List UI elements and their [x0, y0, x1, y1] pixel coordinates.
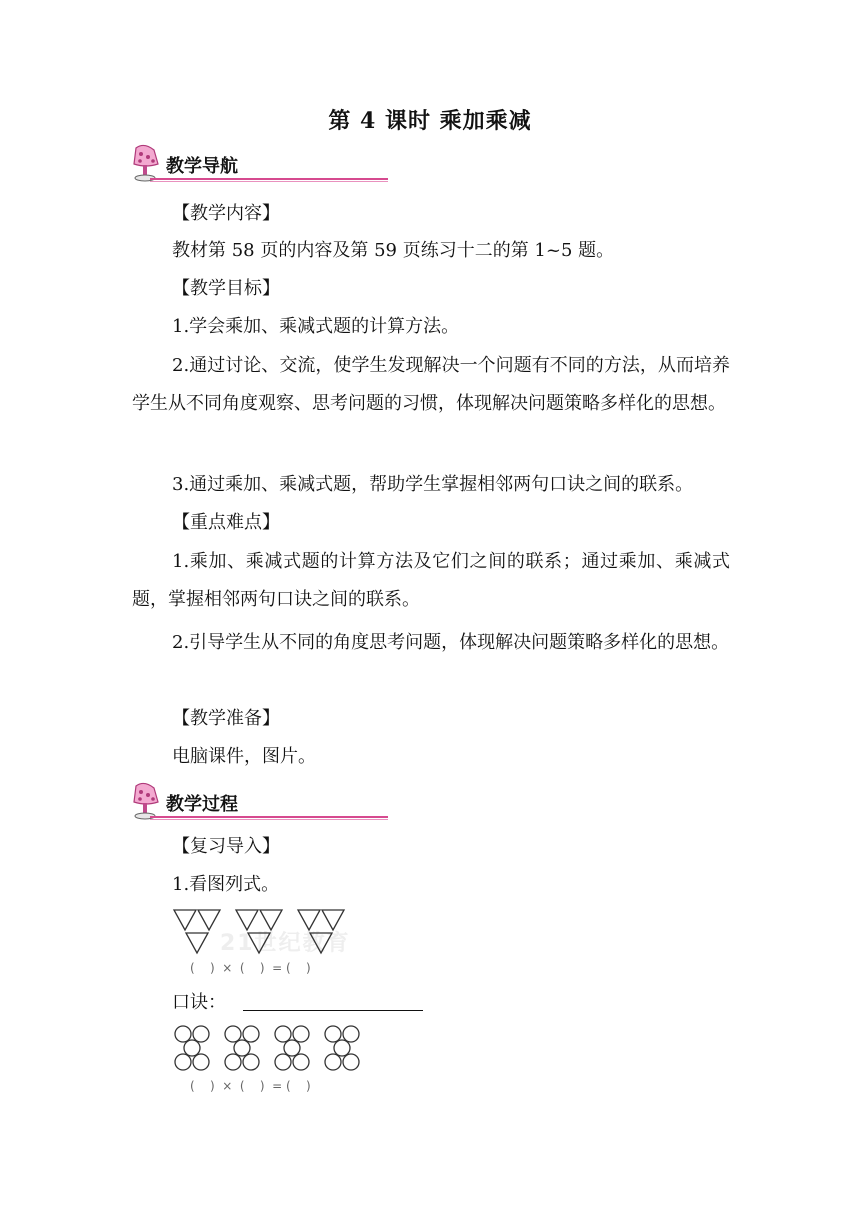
- circle-shape: [175, 1054, 191, 1070]
- circle-shape: [225, 1054, 241, 1070]
- circle-shape: [275, 1026, 291, 1042]
- goal-1: 1.学会乘加、乘减式题的计算方法。: [172, 316, 460, 337]
- goal-3: 3.通过乘加、乘减式题，帮助学生掌握相邻两句口诀之间的联系。: [172, 474, 694, 495]
- circle-shape: [193, 1026, 209, 1042]
- section-underline: [150, 178, 388, 180]
- section-badge-teaching-nav: [128, 144, 268, 184]
- triangle-shape: [298, 910, 320, 930]
- circle-shape: [343, 1054, 359, 1070]
- key-point-1: 1.乘加、乘减式题的计算方法及它们之间的联系；通过乘加、乘减式题，掌握相邻两句口诀之间的联系。: [132, 551, 730, 610]
- heading-review: 【复习导入】: [172, 836, 280, 857]
- circle-shape: [225, 1026, 241, 1042]
- section-underline-thin: [150, 819, 388, 820]
- equation-blank-2: ( ) × ( ) = ( ): [190, 1079, 311, 1093]
- triangle-shape: [174, 910, 196, 930]
- heading-key-points: 【重点难点】: [172, 512, 280, 533]
- watermark: 21世纪教育: [220, 931, 351, 956]
- circle-shape: [243, 1054, 259, 1070]
- circle-shape: [275, 1054, 291, 1070]
- section-label-process: 教学过程: [166, 794, 238, 815]
- content-text: 教材第 58 页的内容及第 59 页练习十二的第 1~5 题。: [172, 240, 615, 261]
- circle-shape: [325, 1054, 341, 1070]
- section-badge-teaching-process: [128, 782, 268, 822]
- koujue-label: 口诀：: [172, 992, 226, 1013]
- triangle-shape: [198, 910, 220, 930]
- circle-shape: [175, 1026, 191, 1042]
- heading-content: 【教学内容】: [172, 203, 280, 224]
- triangle-shape: [322, 910, 344, 930]
- triangle-figure: [172, 908, 372, 958]
- triangle-shape: [186, 933, 208, 953]
- goal-2: 2.通过讨论、交流，使学生发现解决一个问题有不同的方法，从而培养学生从不同角度观察、思考问题的习惯，体现解决问题策略多样化的思想。: [132, 355, 730, 414]
- circle-shape: [243, 1026, 259, 1042]
- triangle-shape: [260, 910, 282, 930]
- circle-shape: [325, 1026, 341, 1042]
- section-underline-thin: [150, 181, 388, 182]
- circle-shape: [284, 1040, 300, 1056]
- circle-shape: [184, 1040, 200, 1056]
- exercise-1: 1.看图列式。: [172, 874, 280, 895]
- circle-shape: [343, 1026, 359, 1042]
- equation-blank-1: ( ) × ( ) = ( ): [190, 961, 311, 975]
- heading-preparation: 【教学准备】: [172, 708, 280, 729]
- page-title: 第 4 课时 乘加乘减: [328, 108, 532, 134]
- koujue-blank[interactable]: [243, 1010, 423, 1011]
- triangle-shape: [310, 933, 332, 953]
- triangle-shape: [236, 910, 258, 930]
- triangle-shape: [248, 933, 270, 953]
- circle-shape: [234, 1040, 250, 1056]
- circle-shape: [293, 1054, 309, 1070]
- circle-shape: [334, 1040, 350, 1056]
- section-label-nav: 教学导航: [166, 156, 238, 177]
- section-underline: [150, 816, 388, 818]
- circle-shape: [293, 1026, 309, 1042]
- preparation-text: 电脑课件，图片。: [172, 746, 316, 767]
- heading-goals: 【教学目标】: [172, 278, 280, 299]
- circle-figure: [172, 1024, 372, 1076]
- key-point-2: 2.引导学生从不同的角度思考问题，体现解决问题策略多样化的思想。: [172, 632, 730, 653]
- circle-shape: [193, 1054, 209, 1070]
